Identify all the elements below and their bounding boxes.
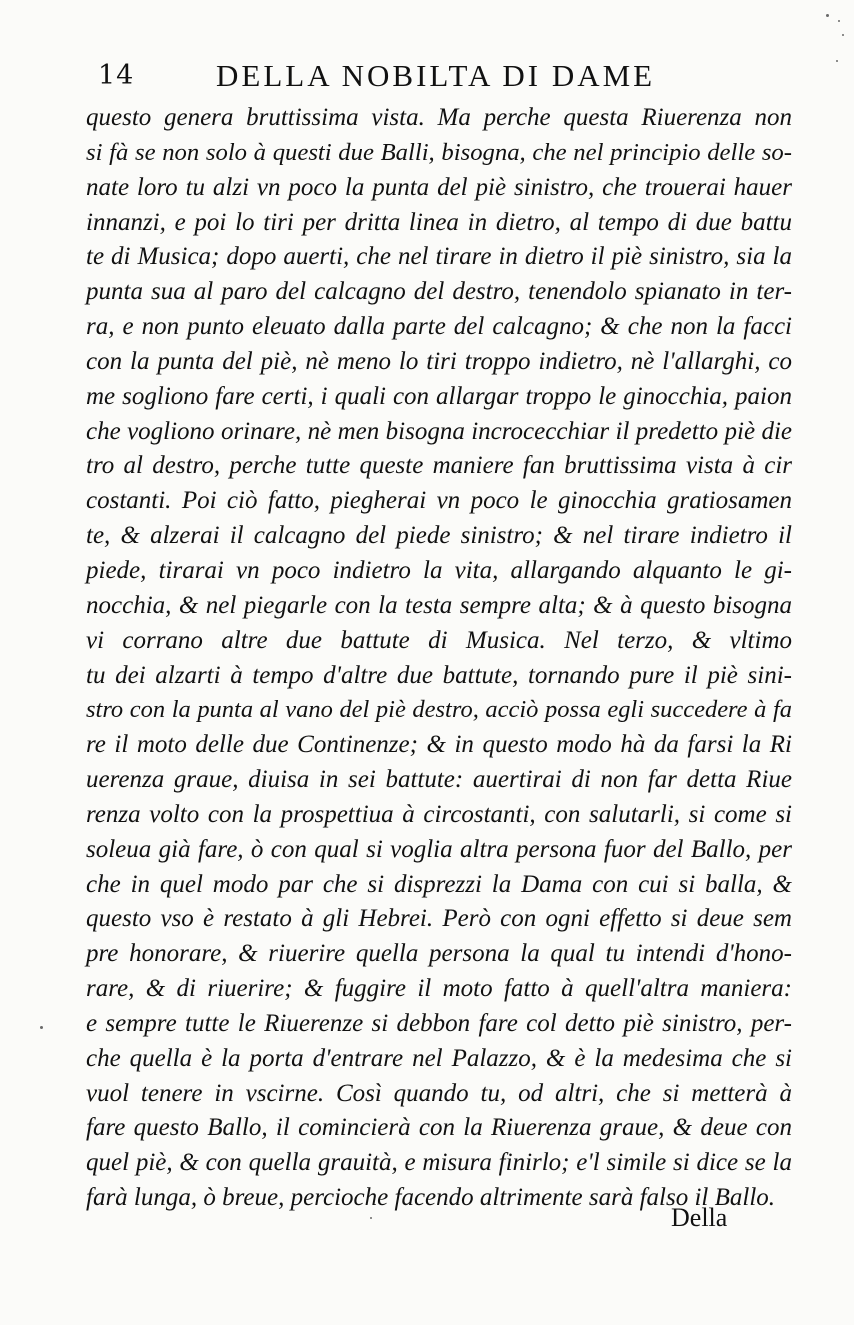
ink-speck [836, 60, 838, 62]
text-line: si fà se non solo à questi due Balli, bisogna, che nel principio delle so- [86, 138, 792, 166]
page-number: 14 [98, 60, 135, 91]
text-line: e sempre tutte le Riuerenze si debbon fare col detto piè sinistro, per- [86, 1009, 792, 1037]
ink-speck [40, 1026, 43, 1029]
ink-speck [826, 14, 829, 17]
text-line: che in quel modo par che si disprezzi la Dama con cui si balla, & [86, 870, 792, 898]
text-line: soleua già fare, ò con qual si voglia altra persona fuor del Ballo, per [86, 835, 792, 863]
text-line: tu dei alzarti à tempo d'altre due battute, tornando pure il piè sini- [86, 661, 792, 689]
text-line: renza volto con la prospettiua à circostanti, con salutarli, si come si [86, 800, 792, 828]
text-line: nate loro tu alzi vn poco la punta del piè sinistro, che trouerai hauer [86, 173, 792, 201]
ink-speck [838, 20, 840, 22]
text-line: ra, e non punto eleuato dalla parte del calcagno; & che non la facci [86, 313, 792, 341]
text-line: pre honorare, & riuerire quella persona la qual tu intendi d'hono- [86, 940, 792, 968]
text-line: con la punta del piè, nè meno lo tiri troppo indietro, nè l'allarghi, co [86, 347, 792, 375]
catchword: Della [671, 1203, 728, 1232]
text-line: te di Musica; dopo auerti, che nel tirare in dietro il piè sinistro, sia la [86, 243, 792, 271]
text-line: stro con la punta al vano del piè destro, acciò possa egli succedere à fa [86, 696, 792, 724]
text-line: punta sua al paro del calcagno del destro, tenendolo spianato in ter- [86, 278, 792, 306]
body-text [86, 101, 792, 1216]
text-line: vi corrano altre due battute di Musica. Nel terzo, & vltimo [86, 626, 792, 654]
text-line: re il moto delle due Continenze; & in questo modo hà da farsi la Ri [86, 731, 792, 759]
running-head: DELLA NOBILTA DI DAME [216, 58, 656, 93]
text-line: te, & alzerai il calcagno del piede sinistro; & nel tirare indietro il [86, 522, 792, 550]
text-line: tro al destro, perche tutte queste maniere fan bruttissima vista à cir [86, 452, 792, 480]
ink-speck [842, 34, 844, 36]
text-line: costanti. Poi ciò fatto, piegherai vn poco le ginocchia gratiosamen [86, 487, 792, 515]
text-line: farà lunga, ò breue, percioche facendo altrimente sarà falso il Ballo. [86, 1184, 776, 1212]
text-line: nocchia, & nel piegarle con la testa sempre alta; & à questo bisogna [86, 591, 792, 619]
text-line: innanzi, e poi lo tiri per dritta linea in dietro, al tempo di due battu [86, 208, 792, 236]
text-line: quel piè, & con quella grauità, e misura finirlo; e'l simile si dice se la [86, 1149, 792, 1177]
text-line: uerenza graue, diuisa in sei battute: auertirai di non far detta Riue [86, 766, 792, 794]
text-line: rare, & di riuerire; & fuggire il moto fatto à quell'altra maniera: [86, 975, 792, 1003]
text-line: che quella è la porta d'entrare nel Palazzo, & è la medesima che si [86, 1044, 792, 1072]
text-line: fare questo Ballo, il comincierà con la Riuerenza graue, & deue con [86, 1114, 792, 1142]
text-line: questo vso è restato à gli Hebrei. Però con ogni effetto si deue sem [86, 905, 792, 933]
text-line: piede, tirarai vn poco indietro la vita, allargando alquanto le gi- [86, 556, 792, 584]
text-line: che vogliono orinare, nè men bisogna incrocecchiar il predetto piè die [86, 417, 792, 445]
text-line: vuol tenere in vscirne. Così quando tu, od altri, che si metterà à [86, 1079, 792, 1107]
ink-speck [370, 1217, 372, 1219]
text-line: me sogliono fare certi, i quali con allargar troppo le ginocchia, paion [86, 382, 792, 410]
text-line: questo genera bruttissima vista. Ma perche questa Riuerenza non [86, 104, 792, 131]
page-header [92, 58, 772, 98]
